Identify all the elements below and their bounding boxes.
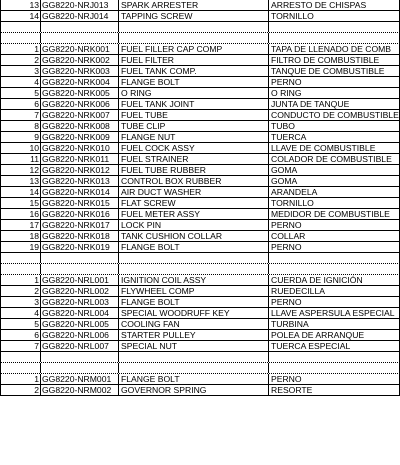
item-number-cell: 7 bbox=[0, 110, 40, 120]
part-number-cell: GG8220-NRJ014 bbox=[40, 11, 118, 21]
item-number-cell: 2 bbox=[0, 55, 40, 65]
english-description-cell: COOLING FAN bbox=[118, 319, 268, 329]
item-number-cell: 7 bbox=[0, 341, 40, 351]
spanish-description-cell: TUERCA ESPECIAL bbox=[268, 341, 400, 351]
table-row bbox=[0, 374, 400, 385]
english-description-cell: FUEL COCK ASSY bbox=[118, 143, 268, 153]
spanish-description-cell: FILTRO DE COMBUSTIBLE bbox=[268, 55, 400, 65]
part-number-cell: GG8220-NRK004 bbox=[40, 77, 118, 87]
spanish-description-cell: RESORTE bbox=[268, 385, 400, 395]
spanish-description-cell: ARANDELA bbox=[268, 187, 400, 197]
spanish-description-cell: JUNTA DE TANQUE bbox=[268, 99, 400, 109]
table-row bbox=[0, 286, 400, 297]
table-row bbox=[0, 341, 400, 352]
part-number-cell: GG8220-NRK002 bbox=[40, 55, 118, 65]
part-number-cell: GG8220-NRK015 bbox=[40, 198, 118, 208]
english-description-cell: FUEL TANK COMP. bbox=[118, 66, 268, 76]
part-number-cell bbox=[40, 253, 118, 263]
table-row bbox=[0, 44, 400, 55]
spanish-description-cell bbox=[268, 253, 400, 263]
item-number-cell bbox=[0, 22, 40, 32]
part-number-cell: GG8220-NRK017 bbox=[40, 220, 118, 230]
item-number-cell: 1 bbox=[0, 374, 40, 384]
spanish-description-cell bbox=[268, 22, 400, 32]
item-number-cell: 15 bbox=[0, 198, 40, 208]
spanish-description-cell: COLADOR DE COMBUSTIBLE bbox=[268, 154, 400, 164]
spanish-description-cell: TANQUE DE COMBUSTIBLE bbox=[268, 66, 400, 76]
english-description-cell bbox=[118, 363, 268, 373]
table-row bbox=[0, 77, 400, 88]
english-description-cell: TUBE CLIP bbox=[118, 121, 268, 131]
part-number-cell bbox=[40, 22, 118, 32]
english-description-cell: TAPPING SCREW bbox=[118, 11, 268, 21]
spanish-description-cell: GOMA bbox=[268, 176, 400, 186]
blank-row bbox=[0, 253, 400, 264]
part-number-cell bbox=[40, 352, 118, 362]
spanish-description-cell: TURBINA bbox=[268, 319, 400, 329]
blank-row bbox=[0, 33, 400, 44]
table-row bbox=[0, 330, 400, 341]
part-number-cell: GG8220-NRK018 bbox=[40, 231, 118, 241]
blank-row bbox=[0, 363, 400, 374]
english-description-cell bbox=[118, 264, 268, 274]
table-row bbox=[0, 55, 400, 66]
english-description-cell bbox=[118, 352, 268, 362]
part-number-cell: GG8220-NRJ013 bbox=[40, 0, 118, 10]
part-number-cell: GG8220-NRK012 bbox=[40, 165, 118, 175]
spanish-description-cell: TUBO bbox=[268, 121, 400, 131]
part-number-cell: GG8220-NRK016 bbox=[40, 209, 118, 219]
item-number-cell: 12 bbox=[0, 165, 40, 175]
spanish-description-cell bbox=[268, 352, 400, 362]
english-description-cell bbox=[118, 253, 268, 263]
table-row bbox=[0, 198, 400, 209]
english-description-cell: SPECIAL NUT bbox=[118, 341, 268, 351]
table-row bbox=[0, 319, 400, 330]
table-row bbox=[0, 297, 400, 308]
english-description-cell: FLANGE BOLT bbox=[118, 242, 268, 252]
item-number-cell: 1 bbox=[0, 275, 40, 285]
spanish-description-cell: PERNO bbox=[268, 77, 400, 87]
part-number-cell bbox=[40, 363, 118, 373]
part-number-cell: GG8220-NRL003 bbox=[40, 297, 118, 307]
part-number-cell: GG8220-NRK011 bbox=[40, 154, 118, 164]
table-row bbox=[0, 132, 400, 143]
english-description-cell: SPARK ARRESTER bbox=[118, 0, 268, 10]
table-row bbox=[0, 110, 400, 121]
english-description-cell: FLANGE BOLT bbox=[118, 297, 268, 307]
part-number-cell: GG8220-NRK003 bbox=[40, 66, 118, 76]
item-number-cell: 1 bbox=[0, 44, 40, 54]
english-description-cell: FLYWHEEL COMP bbox=[118, 286, 268, 296]
table-row bbox=[0, 385, 400, 396]
spanish-description-cell bbox=[268, 363, 400, 373]
spanish-description-cell: LLAVE ASPERSULA ESPECIAL bbox=[268, 308, 400, 318]
part-number-cell: GG8220-NRL007 bbox=[40, 341, 118, 351]
english-description-cell: FUEL METER ASSY bbox=[118, 209, 268, 219]
english-description-cell: TANK CUSHION COLLAR bbox=[118, 231, 268, 241]
spanish-description-cell: O RING bbox=[268, 88, 400, 98]
item-number-cell: 16 bbox=[0, 209, 40, 219]
item-number-cell bbox=[0, 253, 40, 263]
spanish-description-cell: CONDUCTO DE COMBUSTIBLE bbox=[268, 110, 400, 120]
spanish-description-cell: PERNO bbox=[268, 297, 400, 307]
item-number-cell bbox=[0, 352, 40, 362]
item-number-cell: 18 bbox=[0, 231, 40, 241]
part-number-cell: GG8220-NRK019 bbox=[40, 242, 118, 252]
english-description-cell: STARTER PULLEY bbox=[118, 330, 268, 340]
table-row bbox=[0, 121, 400, 132]
table-row bbox=[0, 143, 400, 154]
table-row bbox=[0, 220, 400, 231]
spanish-description-cell: PERNO bbox=[268, 374, 400, 384]
spanish-description-cell: CUERDA DE IGNICIÓN bbox=[268, 275, 400, 285]
item-number-cell: 9 bbox=[0, 132, 40, 142]
item-number-cell bbox=[0, 264, 40, 274]
table-row bbox=[0, 231, 400, 242]
item-number-cell: 6 bbox=[0, 330, 40, 340]
item-number-cell: 5 bbox=[0, 319, 40, 329]
item-number-cell: 14 bbox=[0, 11, 40, 21]
item-number-cell: 2 bbox=[0, 286, 40, 296]
spanish-description-cell: TORNILLO bbox=[268, 198, 400, 208]
table-row bbox=[0, 308, 400, 319]
part-number-cell: GG8220-NRK013 bbox=[40, 176, 118, 186]
item-number-cell: 14 bbox=[0, 187, 40, 197]
table-row bbox=[0, 99, 400, 110]
item-number-cell: 8 bbox=[0, 121, 40, 131]
item-number-cell: 6 bbox=[0, 99, 40, 109]
spanish-description-cell: TORNILLO bbox=[268, 11, 400, 21]
part-number-cell: GG8220-NRK008 bbox=[40, 121, 118, 131]
table-row bbox=[0, 154, 400, 165]
english-description-cell: O RING bbox=[118, 88, 268, 98]
english-description-cell: AIR DUCT WASHER bbox=[118, 187, 268, 197]
english-description-cell: IGNITION COIL ASSY bbox=[118, 275, 268, 285]
part-number-cell: GG8220-NRM002 bbox=[40, 385, 118, 395]
table-row bbox=[0, 0, 400, 11]
table-row bbox=[0, 176, 400, 187]
spanish-description-cell: PERNO bbox=[268, 220, 400, 230]
spanish-description-cell bbox=[268, 33, 400, 43]
english-description-cell: LOCK PIN bbox=[118, 220, 268, 230]
english-description-cell: FUEL TUBE RUBBER bbox=[118, 165, 268, 175]
item-number-cell: 4 bbox=[0, 308, 40, 318]
part-number-cell: GG8220-NRK010 bbox=[40, 143, 118, 153]
part-number-cell: GG8220-NRL005 bbox=[40, 319, 118, 329]
english-description-cell: FUEL TANK JOINT bbox=[118, 99, 268, 109]
table-row bbox=[0, 275, 400, 286]
item-number-cell: 17 bbox=[0, 220, 40, 230]
spanish-description-cell: MEDIDOR DE COMBUSTIBLE bbox=[268, 209, 400, 219]
part-number-cell: GG8220-NRK005 bbox=[40, 88, 118, 98]
item-number-cell: 4 bbox=[0, 77, 40, 87]
table-row bbox=[0, 242, 400, 253]
item-number-cell: 11 bbox=[0, 154, 40, 164]
english-description-cell: CONTROL BOX RUBBER bbox=[118, 176, 268, 186]
english-description-cell: FUEL FILLER CAP COMP bbox=[118, 44, 268, 54]
part-number-cell: GG8220-NRK007 bbox=[40, 110, 118, 120]
spanish-description-cell: COLLAR bbox=[268, 231, 400, 241]
spanish-description-cell: GOMA bbox=[268, 165, 400, 175]
part-number-cell: GG8220-NRL002 bbox=[40, 286, 118, 296]
english-description-cell: FLANGE BOLT bbox=[118, 77, 268, 87]
english-description-cell: SPECIAL WOODRUFF KEY bbox=[118, 308, 268, 318]
part-number-cell: GG8220-NRK014 bbox=[40, 187, 118, 197]
table-row bbox=[0, 209, 400, 220]
item-number-cell: 3 bbox=[0, 66, 40, 76]
spanish-description-cell: POLEA DE ARRANQUE bbox=[268, 330, 400, 340]
part-number-cell: GG8220-NRL004 bbox=[40, 308, 118, 318]
item-number-cell: 13 bbox=[0, 176, 40, 186]
spanish-description-cell: TUERCA bbox=[268, 132, 400, 142]
table-row bbox=[0, 66, 400, 77]
table-row bbox=[0, 187, 400, 198]
part-number-cell: GG8220-NRM001 bbox=[40, 374, 118, 384]
table-row bbox=[0, 11, 400, 22]
item-number-cell: 5 bbox=[0, 88, 40, 98]
blank-row bbox=[0, 22, 400, 33]
part-number-cell: GG8220-NRL006 bbox=[40, 330, 118, 340]
spanish-description-cell: RUEDECILLA bbox=[268, 286, 400, 296]
item-number-cell bbox=[0, 363, 40, 373]
spanish-description-cell: LLAVE DE COMBUSTIBLE bbox=[268, 143, 400, 153]
part-number-cell bbox=[40, 264, 118, 274]
table-row bbox=[0, 88, 400, 99]
item-number-cell: 13 bbox=[0, 0, 40, 10]
blank-row bbox=[0, 264, 400, 275]
spanish-description-cell: TAPA DE LLENADO DE COMB bbox=[268, 44, 400, 54]
english-description-cell bbox=[118, 33, 268, 43]
spanish-description-cell: PERNO bbox=[268, 242, 400, 252]
part-number-cell: GG8220-NRK006 bbox=[40, 99, 118, 109]
english-description-cell: FLAT SCREW bbox=[118, 198, 268, 208]
english-description-cell: FUEL STRAINER bbox=[118, 154, 268, 164]
spanish-description-cell: ARRESTO DE CHISPAS bbox=[268, 0, 400, 10]
item-number-cell bbox=[0, 33, 40, 43]
part-number-cell bbox=[40, 33, 118, 43]
english-description-cell: FLANGE NUT bbox=[118, 132, 268, 142]
english-description-cell: FLANGE BOLT bbox=[118, 374, 268, 384]
item-number-cell: 3 bbox=[0, 297, 40, 307]
item-number-cell: 10 bbox=[0, 143, 40, 153]
english-description-cell: FUEL TUBE bbox=[118, 110, 268, 120]
part-number-cell: GG8220-NRK001 bbox=[40, 44, 118, 54]
english-description-cell bbox=[118, 22, 268, 32]
table-row bbox=[0, 165, 400, 176]
english-description-cell: GOVERNOR SPRING bbox=[118, 385, 268, 395]
blank-row bbox=[0, 352, 400, 363]
spanish-description-cell bbox=[268, 264, 400, 274]
english-description-cell: FUEL FILTER bbox=[118, 55, 268, 65]
part-number-cell: GG8220-NRK009 bbox=[40, 132, 118, 142]
part-number-cell: GG8220-NRL001 bbox=[40, 275, 118, 285]
item-number-cell: 2 bbox=[0, 385, 40, 395]
item-number-cell: 19 bbox=[0, 242, 40, 252]
